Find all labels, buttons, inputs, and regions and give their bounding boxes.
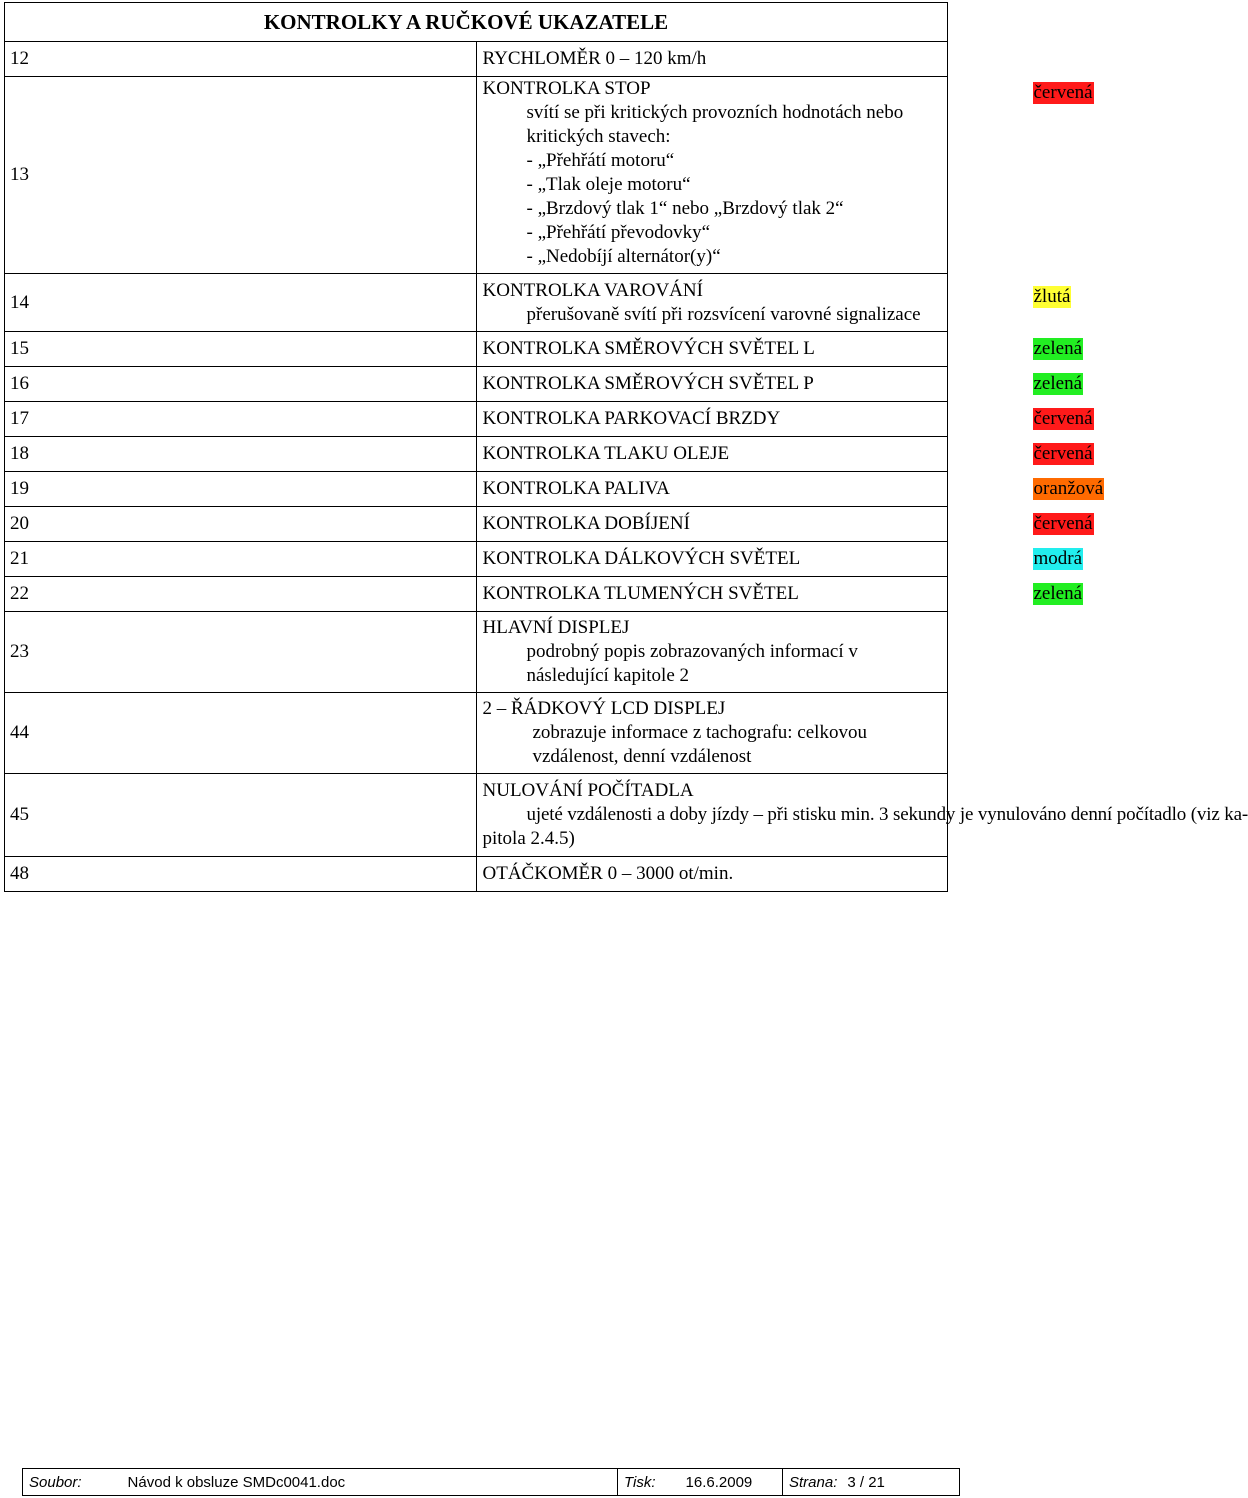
title-row bbox=[5, 3, 948, 42]
table-row bbox=[5, 332, 948, 367]
table-row bbox=[5, 577, 948, 612]
row-label: KONTROLKA SMĚROVÝCH SVĚTEL L bbox=[482, 338, 815, 359]
row-label: KONTROLKA TLUMENÝCH SVĚTEL bbox=[482, 583, 799, 604]
color-badge: zelená bbox=[1033, 338, 1083, 359]
row-description: svítí se při kritických provozních hodnotách nebo kritických stavech: bbox=[526, 102, 904, 147]
table-row bbox=[5, 437, 948, 472]
row-content bbox=[476, 857, 948, 892]
table-row bbox=[5, 542, 948, 577]
row-label: KONTROLKA SMĚROVÝCH SVĚTEL P bbox=[482, 373, 814, 394]
row-number: 23 bbox=[5, 612, 477, 693]
page-title: KONTROLKY A RUČKOVÉ UKAZATELE bbox=[5, 3, 948, 42]
list-item: - „Přehřátí motoru“ bbox=[526, 150, 675, 171]
row-number: 21 bbox=[5, 542, 477, 577]
table-row bbox=[5, 367, 948, 402]
color-badge: zelená bbox=[1033, 373, 1083, 394]
row-content bbox=[476, 774, 1248, 857]
row-description: podrobný popis zobrazovaných informací v následující kapitole 2 bbox=[526, 641, 858, 686]
color-badge: zelená bbox=[1033, 583, 1083, 604]
table-row bbox=[5, 507, 948, 542]
footer-print-value: 16.6.2009 bbox=[685, 1473, 753, 1491]
row-label: KONTROLKA STOP bbox=[482, 78, 651, 99]
footer-page-label: Strana: bbox=[789, 1473, 838, 1491]
row-description: zobrazuje informace z tachografu: celkovou vzdálenost, denní vzdálenost bbox=[532, 722, 867, 767]
row-label: OTÁČKOMĚR 0 – 3000 ot/min. bbox=[482, 863, 734, 884]
row-content bbox=[476, 42, 948, 77]
table-row bbox=[5, 693, 948, 774]
row-number: 15 bbox=[5, 332, 477, 367]
row-content bbox=[476, 612, 948, 693]
row-number: 22 bbox=[5, 577, 477, 612]
row-content bbox=[476, 367, 1083, 402]
page-footer bbox=[22, 1468, 960, 1496]
table-row bbox=[5, 774, 948, 857]
row-content bbox=[476, 507, 1093, 542]
color-badge: červená bbox=[1033, 82, 1093, 103]
row-content bbox=[476, 693, 948, 774]
row-description-continued: pitola 2.4.5) bbox=[482, 828, 575, 849]
row-number: 14 bbox=[5, 274, 477, 332]
indicator-table bbox=[4, 2, 1248, 892]
row-number: 13 bbox=[5, 77, 477, 274]
row-label: NULOVÁNÍ POČÍTADLA bbox=[482, 780, 694, 801]
row-label: KONTROLKA PALIVA bbox=[482, 478, 670, 499]
row-description: ujeté vzdálenosti a doby jízdy – při stisku min. 3 sekundy je vynulováno denní počítadlo (viz ka- bbox=[526, 804, 1248, 825]
row-label: 2 – ŘÁDKOVÝ LCD DISPLEJ bbox=[482, 698, 726, 719]
row-number: 12 bbox=[5, 42, 477, 77]
color-badge: červená bbox=[1033, 443, 1093, 464]
row-number: 18 bbox=[5, 437, 477, 472]
color-badge: modrá bbox=[1033, 548, 1083, 569]
table-row bbox=[5, 274, 948, 332]
color-badge: žlutá bbox=[1033, 286, 1071, 307]
row-number: 48 bbox=[5, 857, 477, 892]
row-label: KONTROLKA TLAKU OLEJE bbox=[482, 443, 730, 464]
footer-print-label: Tisk: bbox=[624, 1473, 656, 1491]
row-label: KONTROLKA VAROVÁNÍ bbox=[482, 279, 703, 301]
list-item: - „Nedobíjí alternátor(y)“ bbox=[526, 246, 721, 267]
row-content bbox=[476, 437, 1093, 472]
row-number: 45 bbox=[5, 774, 477, 857]
table-row bbox=[5, 472, 948, 507]
row-content bbox=[476, 332, 1083, 367]
row-content bbox=[476, 402, 1093, 437]
row-content bbox=[476, 77, 1093, 274]
row-label: KONTROLKA PARKOVACÍ BRZDY bbox=[482, 408, 781, 429]
footer-print bbox=[618, 1469, 783, 1496]
table-row bbox=[5, 77, 948, 274]
table-row bbox=[5, 612, 948, 693]
list-item: - „Brzdový tlak 1“ nebo „Brzdový tlak 2“ bbox=[526, 198, 844, 219]
row-label: HLAVNÍ DISPLEJ bbox=[482, 617, 630, 638]
color-badge: červená bbox=[1033, 408, 1093, 429]
row-content bbox=[476, 472, 1104, 507]
row-content bbox=[476, 274, 1071, 332]
row-number: 17 bbox=[5, 402, 477, 437]
footer-file-value: Návod k obsluze SMDc0041.doc bbox=[127, 1473, 346, 1491]
color-badge: červená bbox=[1033, 513, 1093, 534]
list-item: - „Tlak oleje motoru“ bbox=[526, 174, 691, 195]
row-number: 16 bbox=[5, 367, 477, 402]
row-label: KONTROLKA DÁLKOVÝCH SVĚTEL bbox=[482, 548, 801, 569]
footer-page bbox=[783, 1469, 960, 1496]
row-number: 20 bbox=[5, 507, 477, 542]
footer-file bbox=[23, 1469, 618, 1496]
table-row bbox=[5, 42, 948, 77]
row-label: KONTROLKA DOBÍJENÍ bbox=[482, 513, 690, 534]
footer-file-label: Soubor: bbox=[29, 1473, 82, 1491]
row-content bbox=[476, 542, 1083, 577]
row-number: 19 bbox=[5, 472, 477, 507]
table-row bbox=[5, 857, 948, 892]
row-description: přerušovaně svítí při rozsvícení varovné signalizace bbox=[526, 303, 921, 325]
color-badge: oranžová bbox=[1033, 478, 1104, 499]
row-number: 44 bbox=[5, 693, 477, 774]
row-content bbox=[476, 577, 1083, 612]
table-row bbox=[5, 402, 948, 437]
list-item: - „Přehřátí převodovky“ bbox=[526, 222, 711, 243]
footer-page-value: 3 / 21 bbox=[847, 1473, 885, 1491]
row-label: RYCHLOMĚR 0 – 120 km/h bbox=[482, 48, 707, 69]
